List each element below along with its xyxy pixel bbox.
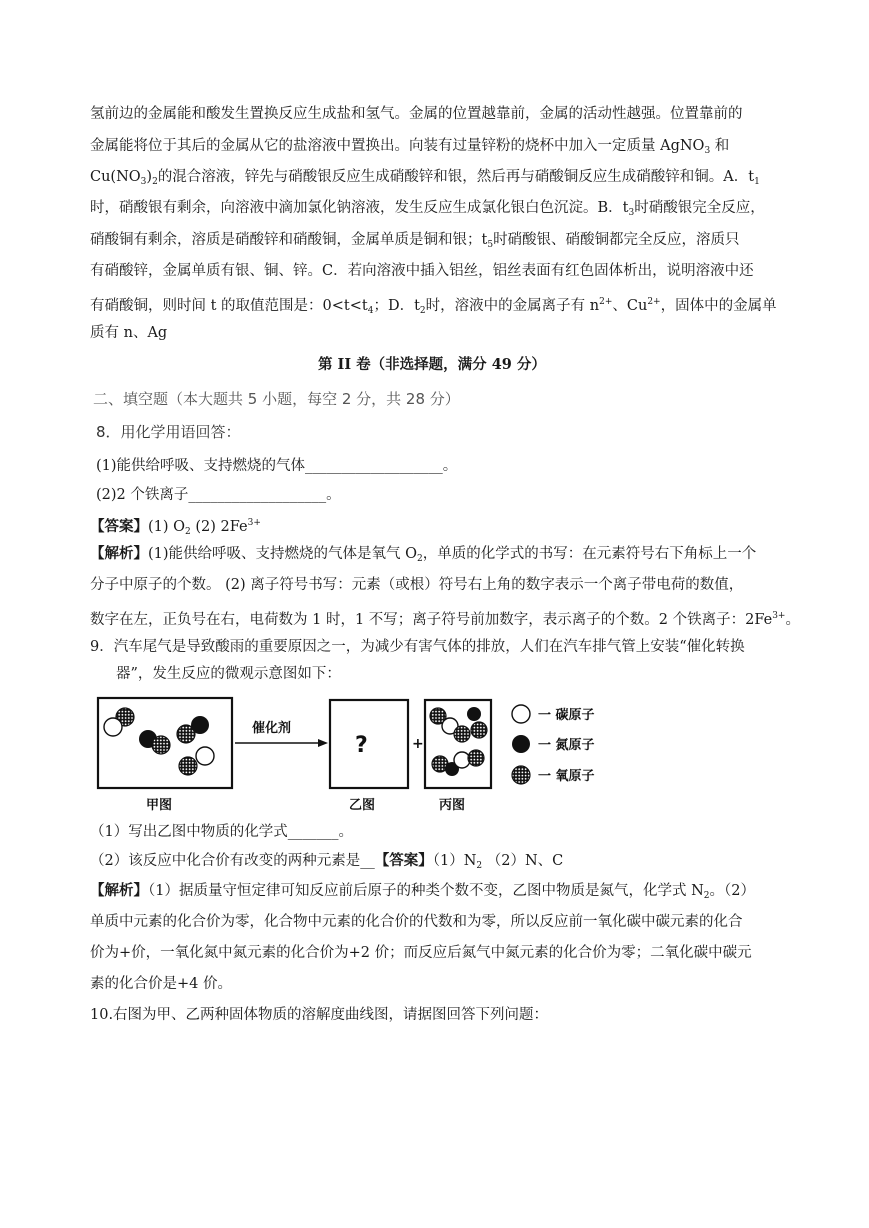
section-heading: 二、填空题（本大题共 5 小题，每空 2 分，共 28 分） — [93, 390, 460, 408]
text-line: 有硝酸锌，金属单质有银、铜、锌。C．若向溶液中插入铝丝，铝丝表面有红色固体析出，说明溶液中还 — [90, 263, 754, 279]
question-8-answer: 【答案】(1) $O_2$ (2) $2Fe^{3+}$ — [90, 518, 261, 537]
section-title: 第 II 卷（非选择题，满分 49 分） — [318, 356, 546, 373]
legend-nitrogen: 一 氮原子 — [538, 738, 595, 753]
legend-carbon: 一 碳原子 — [538, 708, 595, 723]
question-10-text: 10.右图为甲、乙两种固体物质的溶解度曲线图，请据图回答下列问题： — [90, 1007, 549, 1023]
panel-a-label: 甲图 — [146, 798, 173, 813]
question-9-analysis: 【解析】（1）据质量守恒定律可知反应前后原子的种类个数不变，乙图中物质是氮气，化学式 $N_2$。（2） — [90, 882, 755, 901]
text-line: 有硝酸铜，则时间 t 的取值范围是：$0<t<t_4$；D．$t_2$时，溶液中的金属离子有 $n^{2+}$、$Cu^{2+}$，固体中的金属单 — [90, 297, 777, 316]
text-line: 分子中原子的个数。 (2) 离子符号书写：元素（或根）符号右上角的数字表示一个离子带电荷的数值， — [90, 577, 744, 593]
text-line: 时，硝酸银有剩余，向溶液中滴加氯化钠溶液，发生反应生成氯化银白色沉淀。B．$t_3$时硝酸银完全反应， — [90, 200, 765, 218]
question-8-sub1: (1)能供给呼吸、支持燃烧的气体___________________。 — [96, 458, 458, 474]
question-9-sub2: （2）该反应中化合价有改变的两种元素是__【答案】$(1)N_2$ （2）N、C — [90, 852, 564, 871]
question-9-text: 9．汽车尾气是导致酸雨的重要原因之一，为减少有害气体的排放，人们在汽车排气管上安装“催化转换 — [90, 639, 745, 655]
question-9-text: 器”，发生反应的微观示意图如下： — [116, 666, 341, 682]
question-9-sub1: （1）写出乙图中物质的化学式_______。 — [90, 824, 353, 840]
text-line: 氢前边的金属能和酸发生置换反应生成盐和氢气。金属的位置越靠前，金属的活动性越强。位置靠前的 — [90, 106, 743, 122]
question-8-analysis: 【解析】(1)能供给呼吸、支持燃烧的气体是氧气 $O_2$，单质的化学式的书写：在元素符号右下角标上一个 — [90, 545, 757, 564]
question-8-sub2: (2)2 个铁离子___________________。 — [96, 487, 341, 503]
legend-oxygen: 一 氧原子 — [538, 769, 595, 784]
panel-b-box — [330, 700, 408, 788]
text-line: 价为+价，一氧化氮中氮元素的化合价为+2 价；而反应后氮气中氮元素的化合价为零；二氧化碳中碳元 — [90, 945, 752, 961]
oxygen-atom-icon — [512, 766, 530, 784]
nitrogen-atom-icon — [512, 735, 530, 753]
legend — [512, 705, 595, 784]
text-line: $Cu(NO_3)_2$的混合溶液，锌先与硝酸银反应生成硝酸锌和银，然后再与硝酸铜反应生成硝酸锌和铜。A．$t_1$ — [90, 169, 760, 187]
text-line: 硝酸铜有剩余，溶质是硝酸锌和硝酸铜，金属单质是铜和银；$t_5$时硝酸银、硝酸铜都完全反应，溶质只 — [90, 232, 740, 250]
text-line: 单质中元素的化合价为零，化合物中元素的化合价的代数和为零，所以反应前一氧化碳中碳元素的化合 — [90, 914, 743, 930]
text-line: 金属能将位于其后的金属从它的盐溶液中置换出。向装有过量锌粉的烧杯中加入一定质量 AgNO$_3$ 和 — [90, 138, 730, 156]
carbon-atom-icon — [512, 705, 530, 723]
text-line: 质有 n、Ag — [90, 325, 168, 341]
catalyst-label: 催化剂 — [252, 721, 292, 736]
panel-c-label: 丙图 — [439, 798, 466, 813]
plus-sign: + — [412, 736, 424, 752]
panel-b-label: 乙图 — [349, 798, 376, 813]
panel-a-molecules — [104, 708, 214, 775]
text-line: 素的化合价是+4 价。 — [90, 976, 232, 992]
reaction-diagram — [92, 694, 652, 816]
arrow-head-icon — [318, 739, 328, 747]
unknown-question-mark: ? — [355, 733, 368, 758]
text-line: 数字在左，正负号在右，电荷数为 1 时，1 不写；离子符号前加数字，表示离子的个数。2 个铁离子：$2Fe^{3+}$。 — [90, 611, 800, 628]
panel-c-molecules — [430, 707, 487, 776]
question-8-title: 8．用化学用语回答： — [96, 423, 241, 441]
